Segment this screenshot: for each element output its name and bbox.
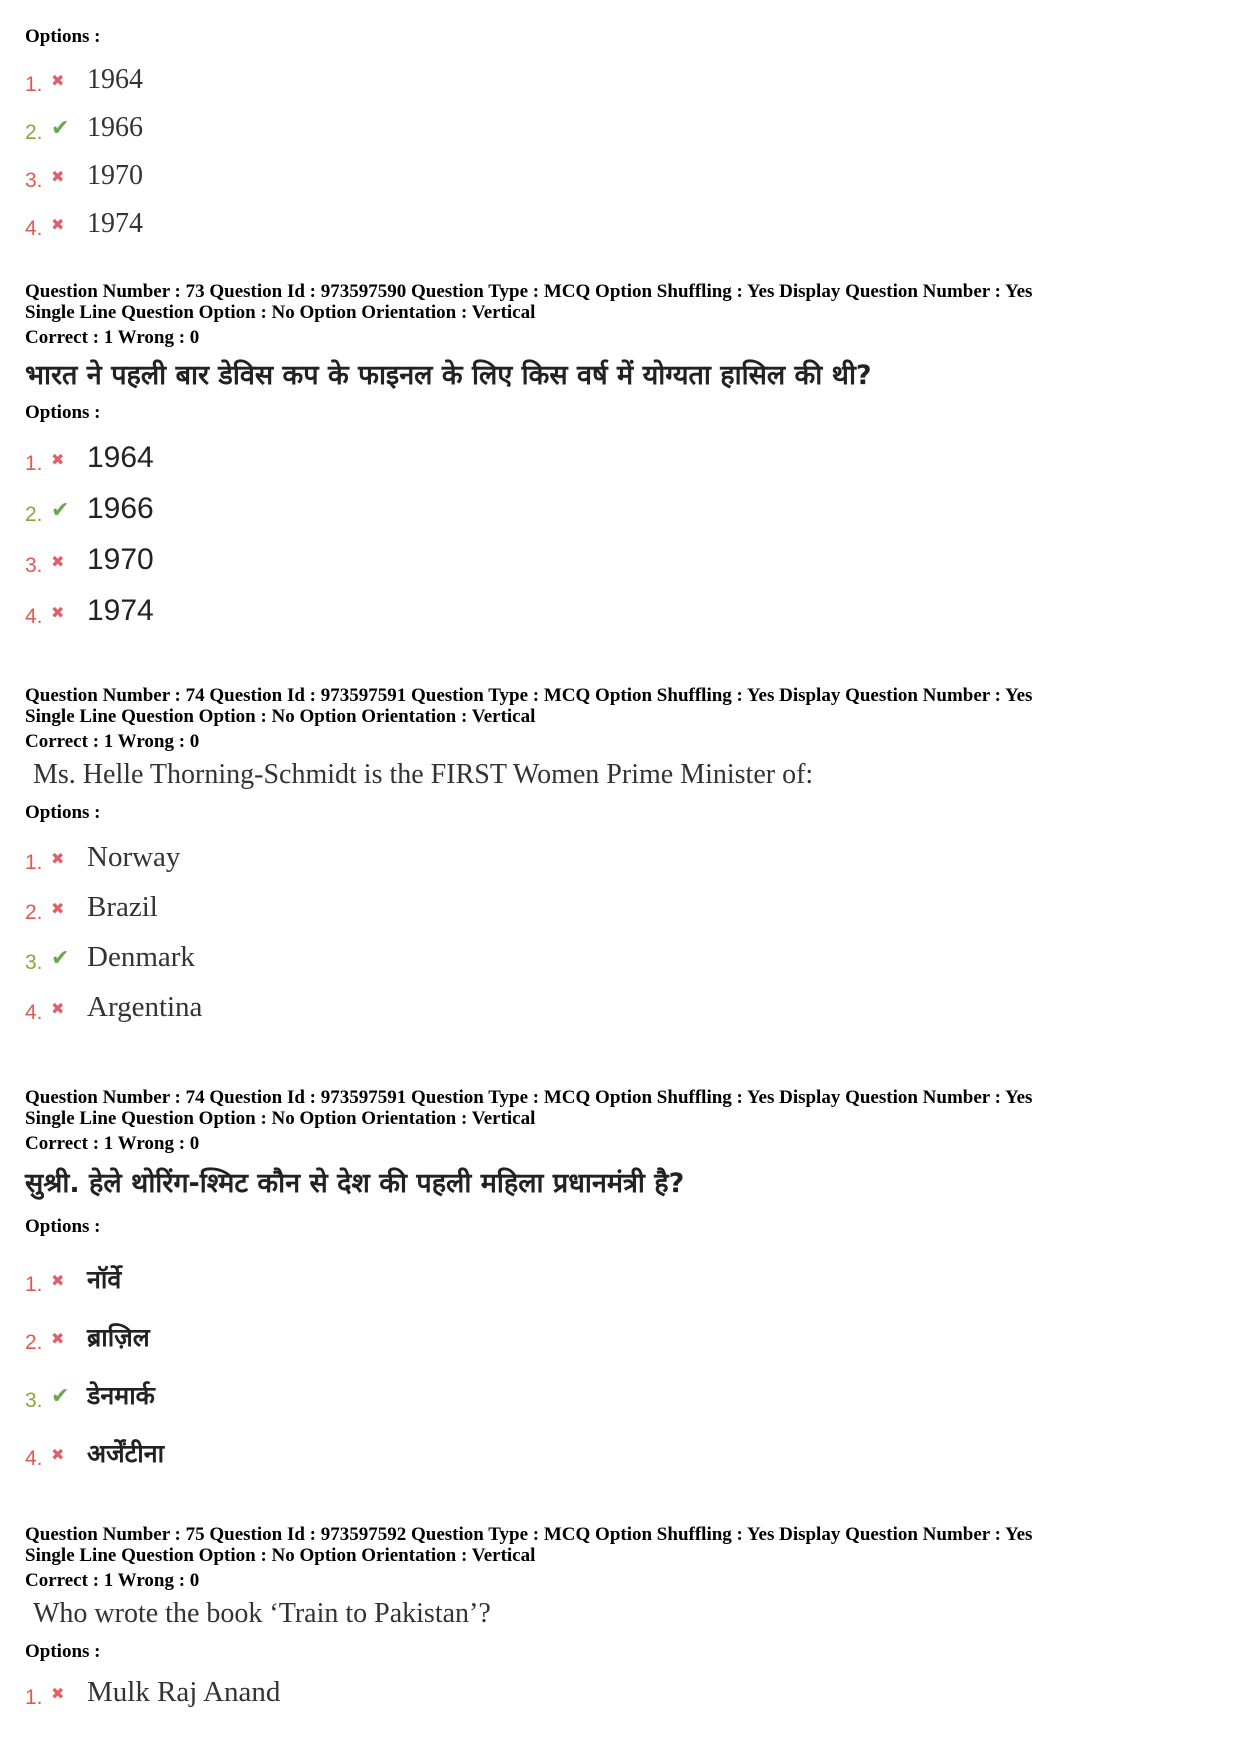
question-meta-line: Single Line Question Option : No Option Orientation : Vertical	[25, 302, 536, 323]
option-item	[25, 424, 1215, 475]
option-text: ब्राज़िल	[87, 1323, 150, 1352]
option-number: 1.	[25, 1686, 43, 1709]
option-item	[25, 192, 1215, 240]
question-text: सुश्री. हेले थोरिंग-श्मिट कौन से देश की पहली महिला प्रधानमंत्री है?	[25, 1168, 685, 1199]
options-list	[25, 1238, 1215, 1470]
check-icon: ✔	[51, 116, 70, 141]
marks-line: Correct : 1 Wrong : 0	[25, 327, 200, 348]
option-number: 2.	[25, 901, 43, 924]
options-heading: Options :	[25, 1216, 101, 1237]
option-number: 4.	[25, 605, 43, 628]
option-text: Norway	[87, 841, 181, 873]
question-meta-line: Single Line Question Option : No Option Orientation : Vertical	[25, 1108, 536, 1129]
option-item	[25, 526, 1215, 577]
options-list	[25, 48, 1215, 240]
option-text: 1966	[87, 112, 143, 143]
option-number: 3.	[25, 1389, 43, 1412]
wrong-icon: ✖	[51, 899, 65, 918]
question-meta-line: Single Line Question Option : No Option Orientation : Vertical	[25, 1545, 536, 1566]
option-number: 3.	[25, 169, 43, 192]
option-number: 3.	[25, 554, 43, 577]
option-number: 4.	[25, 1001, 43, 1024]
question-meta-line: Question Number : 75 Question Id : 973597592 Question Type : MCQ Option Shuffling : Yes Display Question Number : Yes	[25, 1524, 1033, 1545]
option-number: 4.	[25, 1447, 43, 1470]
option-item	[25, 974, 1215, 1024]
option-text: 1970	[87, 543, 154, 576]
options-heading: Options :	[25, 1641, 101, 1662]
options-heading: Options :	[25, 402, 101, 423]
wrong-icon: ✖	[51, 1271, 65, 1290]
question-text: Ms. Helle Thorning-Schmidt is the FIRST Women Prime Minister of:	[33, 759, 814, 790]
option-text: Argentina	[87, 991, 203, 1023]
option-text: Brazil	[87, 891, 158, 923]
option-item	[25, 924, 1215, 974]
options-heading: Options :	[25, 26, 101, 47]
option-text: 1970	[87, 160, 143, 191]
options-list	[25, 424, 1215, 628]
question-block	[25, 685, 1215, 1024]
question-meta-line: Single Line Question Option : No Option Orientation : Vertical	[25, 706, 536, 727]
option-text: 1974	[87, 208, 143, 239]
option-item	[25, 874, 1215, 924]
question-meta-line: Question Number : 74 Question Id : 973597591 Question Type : MCQ Option Shuffling : Yes Display Question Number : Yes	[25, 1087, 1033, 1108]
option-text: 1964	[87, 64, 143, 95]
option-text: 1974	[87, 594, 154, 627]
question-block	[25, 1524, 1215, 1709]
wrong-icon: ✖	[51, 71, 65, 90]
option-number: 1.	[25, 452, 43, 475]
question-block	[25, 281, 1215, 628]
question-meta-line: Question Number : 74 Question Id : 973597591 Question Type : MCQ Option Shuffling : Yes Display Question Number : Yes	[25, 685, 1033, 706]
option-text: 1966	[87, 492, 154, 525]
option-item	[25, 577, 1215, 628]
option-item	[25, 1663, 1215, 1709]
option-item	[25, 1238, 1215, 1296]
option-number: 1.	[25, 1273, 43, 1296]
options-heading: Options :	[25, 802, 101, 823]
option-text: अर्जेंटीना	[87, 1439, 165, 1468]
marks-line: Correct : 1 Wrong : 0	[25, 1133, 200, 1154]
wrong-icon: ✖	[51, 215, 65, 234]
option-item	[25, 475, 1215, 526]
wrong-icon: ✖	[51, 1329, 65, 1348]
option-item	[25, 1296, 1215, 1354]
option-item	[25, 96, 1215, 144]
wrong-icon: ✖	[51, 999, 65, 1018]
option-text: 1964	[87, 441, 154, 474]
option-text: डेनमार्क	[87, 1381, 155, 1410]
wrong-icon: ✖	[51, 167, 65, 186]
options-list	[25, 824, 1215, 1024]
option-text: Mulk Raj Anand	[87, 1676, 281, 1708]
option-number: 2.	[25, 1331, 43, 1354]
option-item	[25, 1354, 1215, 1412]
question-block	[25, 1087, 1215, 1470]
wrong-icon: ✖	[51, 603, 65, 622]
question-text: Who wrote the book ‘Train to Pakistan’?	[33, 1598, 491, 1629]
marks-line: Correct : 1 Wrong : 0	[25, 1570, 200, 1591]
option-number: 2.	[25, 503, 43, 526]
option-text: Denmark	[87, 941, 195, 973]
wrong-icon: ✖	[51, 849, 65, 868]
wrong-icon: ✖	[51, 1684, 65, 1703]
option-number: 1.	[25, 73, 43, 96]
wrong-icon: ✖	[51, 1445, 65, 1464]
option-number: 2.	[25, 121, 43, 144]
top-options-section	[25, 26, 1215, 240]
option-item	[25, 144, 1215, 192]
check-icon: ✔	[51, 1384, 70, 1409]
option-number: 3.	[25, 951, 43, 974]
wrong-icon: ✖	[51, 450, 65, 469]
option-item	[25, 824, 1215, 874]
marks-line: Correct : 1 Wrong : 0	[25, 731, 200, 752]
option-text: नॉर्वे	[87, 1265, 122, 1294]
wrong-icon: ✖	[51, 552, 65, 571]
option-item	[25, 48, 1215, 96]
check-icon: ✔	[51, 498, 70, 523]
options-list	[25, 1663, 1215, 1709]
option-number: 4.	[25, 217, 43, 240]
question-text: भारत ने पहली बार डेविस कप के फाइनल के लिए किस वर्ष में योग्यता हासिल की थी?	[25, 360, 872, 391]
question-meta-line: Question Number : 73 Question Id : 973597590 Question Type : MCQ Option Shuffling : Yes Display Question Number : Yes	[25, 281, 1033, 302]
option-number: 1.	[25, 851, 43, 874]
check-icon: ✔	[51, 946, 70, 971]
option-item	[25, 1412, 1215, 1470]
